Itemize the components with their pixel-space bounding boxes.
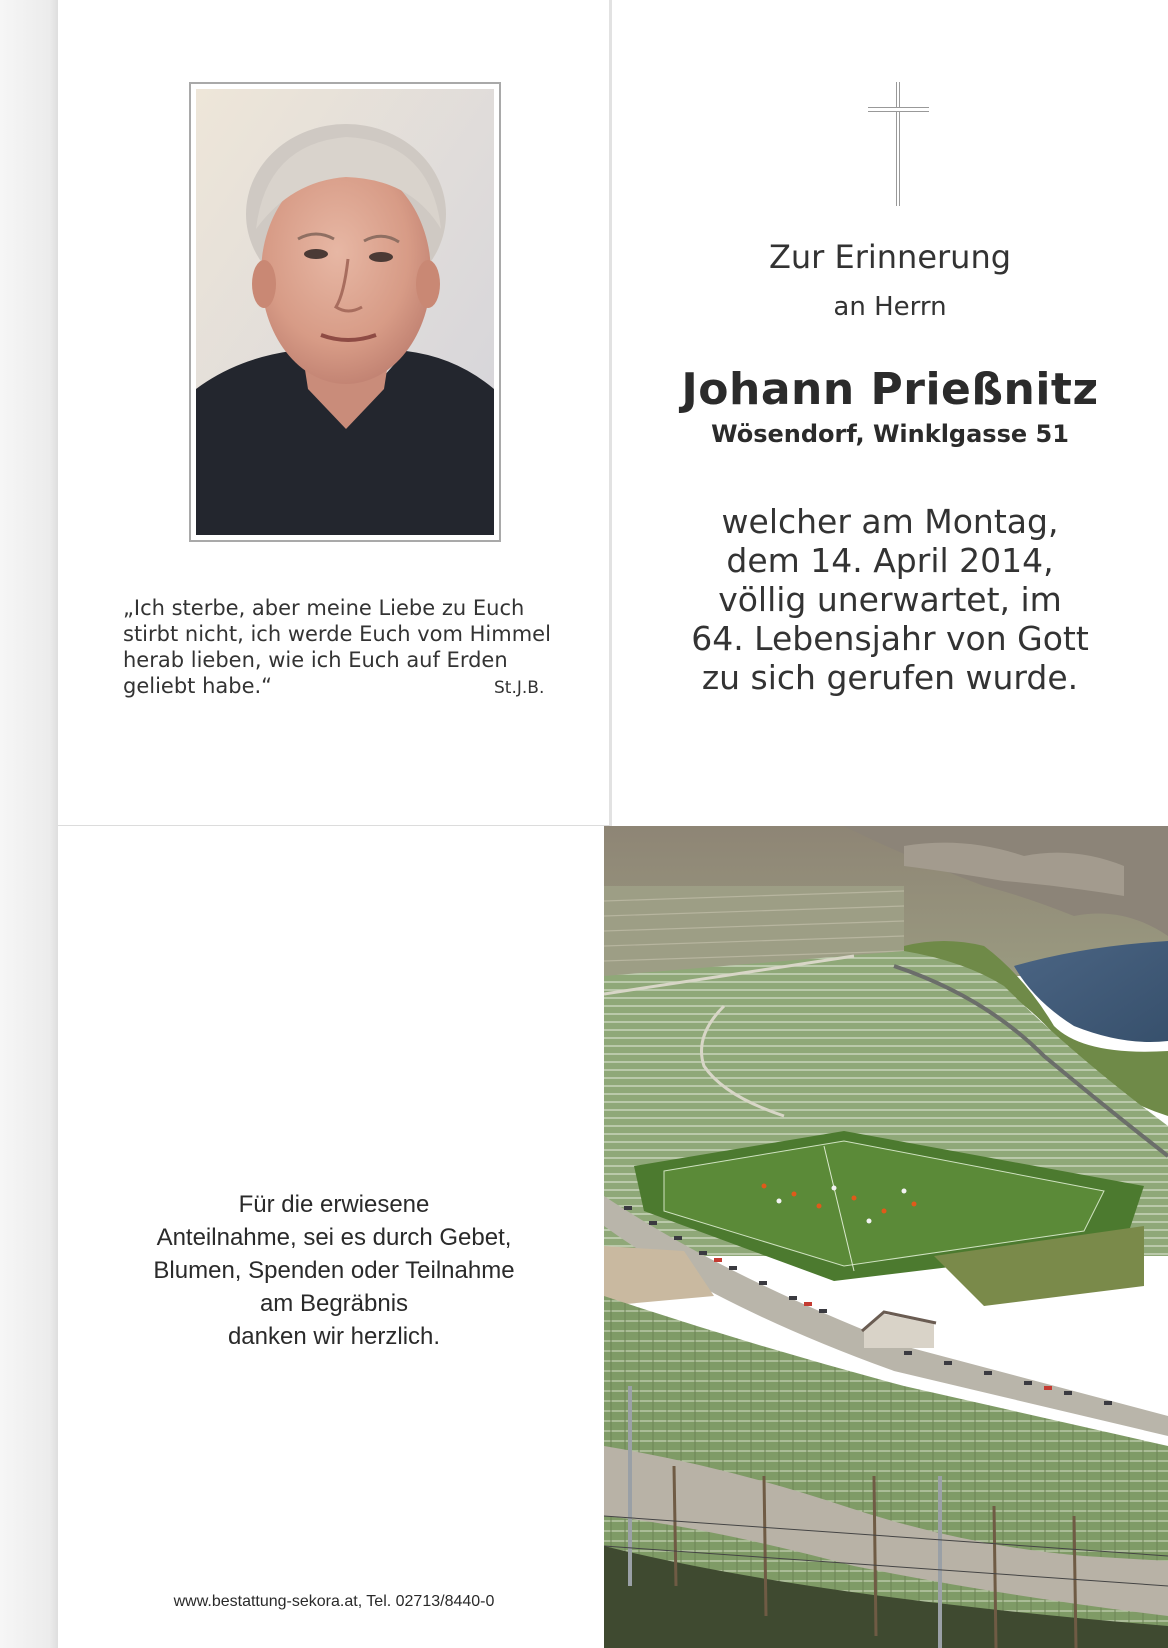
thanks-line: Für die erwiesene — [238, 1191, 430, 1218]
quote-line: „Ich sterbe, aber meine Liebe zu Euch — [123, 596, 525, 620]
announcement-line: völlig unerwartet, im — [718, 580, 1062, 619]
quote-line: herab lieben, wie ich Euch auf Erden — [123, 648, 508, 672]
heading-remembrance: Zur Erinnerung — [768, 238, 1012, 276]
deceased-name: Johann Prießnitz — [681, 364, 1099, 415]
thanks-line: danken wir herzlich. — [227, 1323, 441, 1350]
quote-attribution: St.J.B. — [494, 678, 545, 698]
scan-shadow — [0, 0, 58, 1648]
portrait-photo — [196, 89, 494, 535]
quote-line: stirbt nicht, ich werde Euch vom Himmel — [123, 622, 551, 646]
death-announcement — [612, 502, 1168, 697]
announcement-line: 64. Lebensjahr von Gott — [691, 619, 1089, 658]
announcement-line: welcher am Montag, — [721, 502, 1059, 541]
landscape-photo — [604, 826, 1168, 1648]
thanks-message — [58, 1188, 610, 1353]
funeral-home-contact: www.bestattung-sekora.at, Tel. 02713/8440-0 — [173, 1593, 495, 1610]
fold-line-horizontal — [58, 825, 610, 826]
thanks-line: Blumen, Spenden oder Teilnahme — [153, 1257, 515, 1284]
thanks-line: am Begräbnis — [259, 1290, 409, 1317]
announcement-line: dem 14. April 2014, — [726, 541, 1054, 580]
quote-line: geliebt habe.“ — [123, 674, 273, 698]
thanks-line: Anteilnahme, sei es durch Gebet, — [156, 1224, 512, 1251]
portrait-frame — [189, 82, 501, 542]
deceased-address: Wösendorf, Winklgasse 51 — [711, 420, 1069, 448]
heading-salutation: an Herrn — [833, 292, 947, 322]
announcement-line: zu sich gerufen wurde. — [701, 658, 1079, 697]
